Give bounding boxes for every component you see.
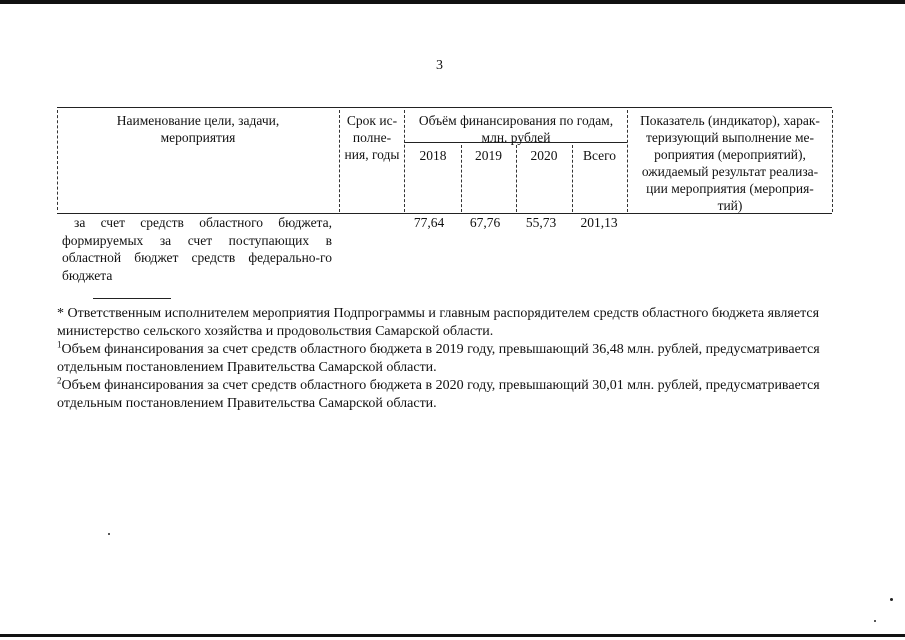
footnote-2 bbox=[57, 377, 832, 413]
footnote-star: * Ответственным исполнителем мероприятия Подпрограммы и главным распорядителем средств областного бюджета является министерство сельского хозяйства и продовольствия Самарской области. bbox=[57, 306, 820, 339]
scan-speck bbox=[108, 533, 110, 535]
row-value-total: 201,13 bbox=[580, 215, 618, 230]
scan-speck bbox=[890, 598, 893, 601]
footnote-2-text: Объем финансирования за счет средств областного бюджета в 2020 году, превышающий 30,01 млн. рублей, предусматривается отдельным постановлением Правительства Самарской области. bbox=[57, 378, 820, 411]
row-name: за счет средств областного бюджета, формируемых за счет поступающих в областной бюджет средств федерально-го бюджета bbox=[62, 215, 332, 283]
scan-bottom-border bbox=[0, 634, 905, 637]
header-year-2020: 2020 bbox=[530, 148, 558, 163]
header-year-2018: 2018 bbox=[419, 148, 447, 163]
header-indicator-line2: теризующий выполнение ме- bbox=[645, 130, 814, 145]
table-left-border bbox=[57, 110, 58, 210]
header-funding bbox=[405, 112, 627, 146]
footnote-1 bbox=[57, 341, 832, 377]
header-indicator-line6: тий) bbox=[717, 198, 743, 213]
header-term bbox=[340, 112, 404, 163]
table-right-border bbox=[832, 110, 833, 212]
table-top-border bbox=[57, 107, 832, 108]
scan-speck bbox=[874, 620, 876, 622]
header-term-line2: полне- bbox=[352, 130, 392, 145]
page-number: 3 bbox=[436, 58, 443, 73]
header-indicator-line4: ожидаемый результат реализа- bbox=[641, 164, 819, 179]
header-indicator-line5: ции мероприятия (мероприя- bbox=[646, 181, 814, 196]
header-name-line1: Наименование цели, задачи, bbox=[116, 113, 280, 128]
header-funding-line2: млн. рублей bbox=[481, 130, 551, 145]
row-value-2020: 55,73 bbox=[525, 215, 557, 230]
row-value-2019: 67,76 bbox=[469, 215, 501, 230]
header-term-line3: ния, годы bbox=[344, 147, 400, 162]
footnotes bbox=[57, 305, 832, 413]
header-term-line1: Срок ис- bbox=[346, 113, 398, 128]
footnote-separator bbox=[93, 298, 171, 299]
header-year-2019: 2019 bbox=[475, 148, 502, 163]
header-name bbox=[62, 112, 334, 146]
header-indicator-line1: Показатель (индикатор), харак- bbox=[640, 113, 820, 128]
footnote-1-text: Объем финансирования за счет средств областного бюджета в 2019 году, превышающий 36,48 млн. рублей, предусматривается отдельным постановлением Правительства Самарской области. bbox=[57, 342, 820, 375]
header-indicator bbox=[628, 112, 832, 214]
footnote-1-mark: 1 bbox=[57, 339, 62, 350]
header-funding-line1: Объём финансирования по годам, bbox=[418, 113, 614, 128]
row-value-2018: 77,64 bbox=[413, 215, 445, 230]
header-total: Всего bbox=[582, 148, 617, 163]
footnote-2-mark: 2 bbox=[57, 375, 62, 386]
header-name-line2: мероприятия bbox=[160, 130, 236, 145]
header-indicator-line3: роприятия (мероприятий), bbox=[654, 147, 806, 162]
scan-top-border bbox=[0, 0, 905, 4]
